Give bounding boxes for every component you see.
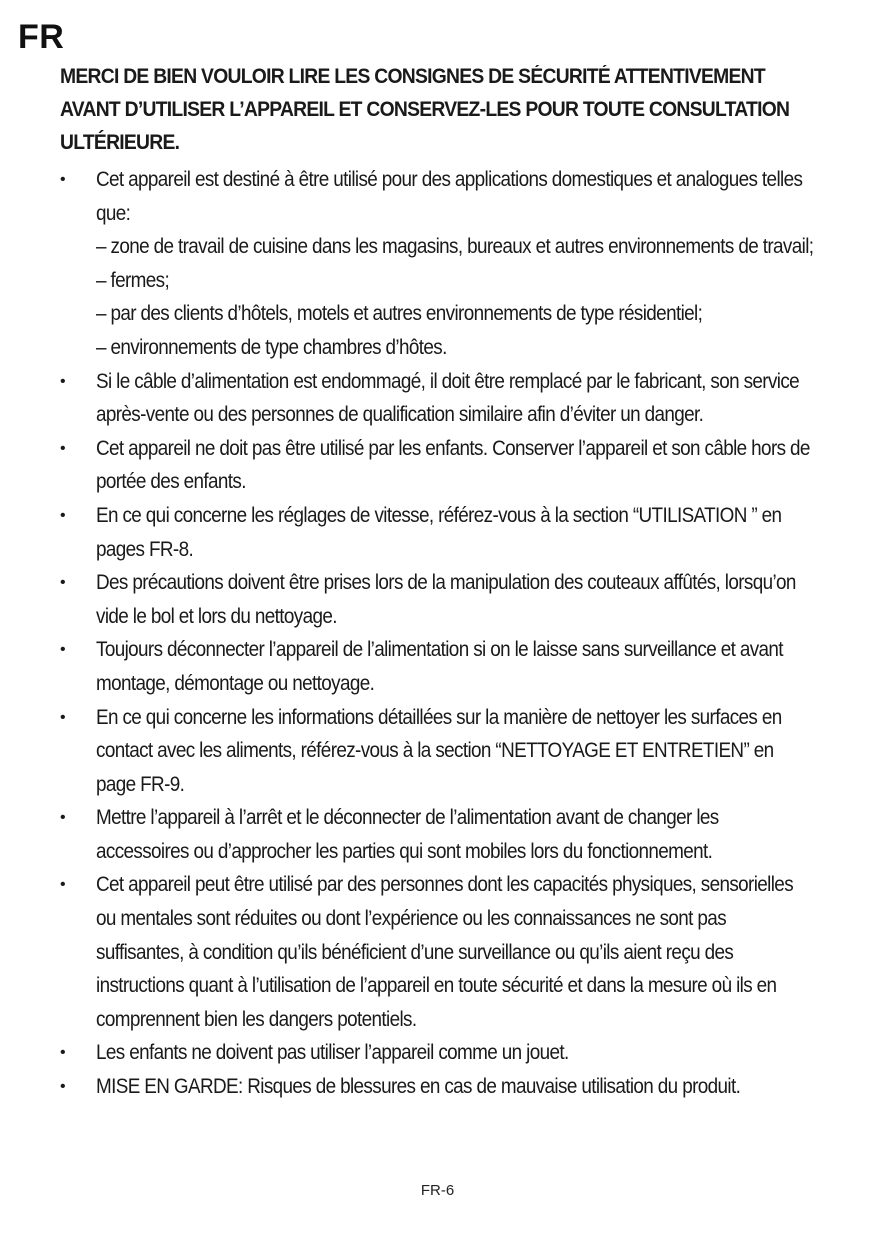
safety-instructions: [60, 60, 820, 1104]
intro-heading: MERCI DE BIEN VOULOIR LIRE LES CONSIGNES DE SÉCURITÉ ATTENTIVEMENT AVANT D’UTILISER L’APPAREIL ET CONSERVEZ-LES POUR TOUTE CONSULTATION ULTÉRIEURE.: [60, 65, 790, 154]
page-number: FR-6: [420, 1182, 455, 1199]
list-item: [60, 868, 820, 1036]
instructions-list: [60, 163, 820, 1104]
list-item-text: • Toujours déconnecter l’appareil de l’alimentation si on le laisse sans surveillance et avant montage, démontage ou nettoyage.: [96, 638, 783, 695]
list-item-text: • Cet appareil peut être utilisé par des personnes dont les capacités physiques, sensorielles ou mentales sont réduites ou dont l’expérience ou les connaissances ne sont pas suffisantes, à condition qu’ils bénéficient d’une surveillance ou qu’ils aient reçu des instructions quant à l’utilisation de l’appareil en toute sécurité et dans la mesure où ils en comprennent bien les dangers potentiels.: [96, 873, 794, 1031]
list-subitem: – zone de travail de cuisine dans les magasins, bureaux et autres environnements de travail;: [96, 235, 814, 259]
list-item-text: • En ce qui concerne les réglages de vitesse, référez-vous à la section “UTILISATION ” en pages FR-8.: [96, 503, 782, 561]
language-tag: FR: [18, 18, 65, 56]
list-subitem: – fermes;: [96, 268, 170, 292]
list-item: [60, 1070, 820, 1104]
list-item-text: • Des précautions doivent être prises lors de la manipulation des couteaux affûtés, lorsqu’on vide le bol et lors du nettoyage.: [96, 571, 796, 628]
list-item: [60, 163, 820, 365]
list-item-text: • Cet appareil ne doit pas être utilisé par les enfants. Conserver l’appareil et son câble hors de portée des enfants.: [96, 436, 810, 494]
list-subitem: – environnements de type chambres d’hôtes.: [96, 335, 447, 359]
list-item-text: • En ce qui concerne les informations détaillées sur la manière de nettoyer les surfaces en contact avec les aliments, référez-vous à la section “NETTOYAGE ET ENTRETIEN” en page FR-9.: [96, 705, 782, 796]
list-item-text: • Si le câble d’alimentation est endommagé, il doit être remplacé par le fabricant, son service après-vente ou des personnes de qualification similaire afin d’éviter un danger.: [96, 369, 800, 427]
list-item: [60, 801, 820, 868]
list-item-text: • MISE EN GARDE: Risques de blessures en cas de mauvaise utilisation du produit.: [96, 1075, 741, 1099]
list-item-text: • Les enfants ne doivent pas utiliser l’appareil comme un jouet.: [96, 1041, 569, 1065]
list-item-text: • Mettre l’appareil à l’arrêt et le déconnecter de l’alimentation avant de changer les accessoires ou d’approcher les parties qui sont mobiles lors du fonctionnement.: [96, 806, 719, 863]
list-item: [60, 499, 820, 566]
list-item: [60, 566, 820, 633]
list-item: [60, 633, 820, 700]
list-subitem: – par des clients d’hôtels, motels et autres environnements de type résidentiel;: [96, 302, 703, 326]
list-item: [60, 1036, 820, 1070]
list-item: [60, 432, 820, 499]
list-item-text: Cet appareil est destiné à être utilisé pour des applications domestiques et analogues telles que:: [96, 168, 803, 225]
list-item: [60, 365, 820, 432]
list-item: [60, 701, 820, 802]
